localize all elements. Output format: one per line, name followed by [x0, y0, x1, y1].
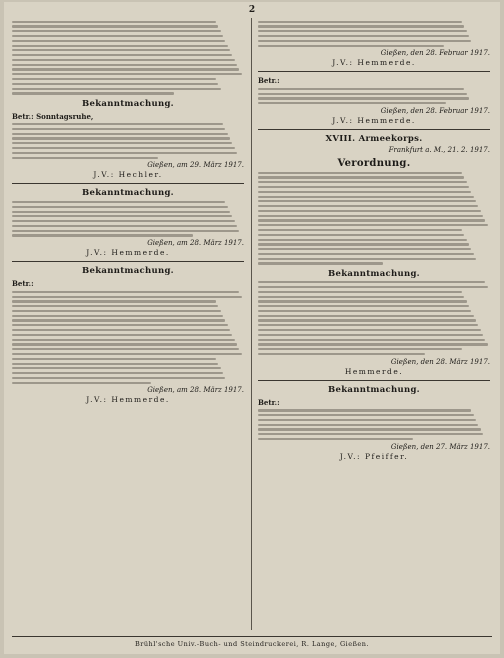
text-line: [12, 73, 242, 75]
text-line: [12, 128, 225, 130]
date-line: Gießen, den 28. Februar 1917.: [380, 49, 490, 58]
text-line: [258, 102, 446, 104]
section-heading: Verordnung.: [337, 158, 411, 169]
right-column: [258, 18, 490, 630]
text-block-unreadable: [12, 21, 244, 95]
text-line: [12, 377, 225, 379]
text-line: [258, 262, 383, 264]
date-line: Frankfurt a. M., 21. 2. 1917.: [388, 146, 490, 154]
text-line: [258, 315, 474, 317]
text-line: [12, 353, 242, 355]
text-line: [258, 234, 464, 236]
text-line: [12, 305, 218, 307]
text-line: [258, 296, 464, 298]
text-line: [12, 45, 228, 47]
text-line: [12, 123, 223, 125]
text-line: [12, 319, 225, 321]
text-line: [258, 40, 471, 42]
newspaper-page: [4, 2, 500, 654]
text-line: [258, 409, 471, 411]
left-column: [12, 18, 244, 630]
text-line: [12, 329, 230, 331]
text-block-unreadable: [12, 291, 244, 384]
text-line: [258, 205, 478, 207]
text-line: [258, 414, 474, 416]
text-block-unreadable: [258, 281, 490, 355]
section-heading: XVIII. Armeekorps.: [325, 134, 423, 144]
text-line: [12, 372, 223, 374]
text-line: [258, 253, 474, 255]
text-line: [12, 300, 216, 302]
subject-label: Betr.:: [258, 397, 280, 407]
signature: J.V.: Hemmerde.: [332, 116, 416, 125]
text-line: [258, 428, 481, 430]
text-line: [12, 142, 232, 144]
text-line: [12, 49, 230, 51]
text-line: [258, 191, 471, 193]
text-line: [258, 258, 476, 260]
text-line: [258, 348, 462, 350]
text-line: [258, 181, 467, 183]
text-line: [258, 35, 469, 37]
text-line: [258, 219, 485, 221]
text-line: [12, 211, 230, 213]
text-line: [12, 68, 239, 70]
text-line: [12, 59, 235, 61]
text-line: [258, 300, 467, 302]
text-line: [12, 343, 237, 345]
text-block-unreadable: [258, 88, 490, 105]
text-line: [258, 200, 476, 202]
text-line: [258, 329, 481, 331]
text-line: [12, 25, 218, 27]
text-block-unreadable: [258, 409, 490, 440]
text-block-unreadable: [12, 201, 244, 237]
signature: J.V.: Hemmerde.: [86, 248, 170, 258]
text-line: [258, 334, 483, 336]
signature: J.V.: Hechler.: [93, 170, 163, 180]
text-line: [12, 54, 232, 56]
printer-footer: Brühl'sche Univ.-Buch- und Steindruckerei, R. Lange, Gießen.: [12, 636, 492, 648]
section-heading: Bekanntmachung.: [328, 268, 420, 279]
section-heading: Bekanntmachung.: [328, 384, 420, 395]
section-heading: Bekanntmachung.: [82, 188, 174, 199]
text-line: [12, 339, 235, 341]
text-line: [12, 206, 228, 208]
text-line: [258, 305, 469, 307]
text-line: [258, 25, 464, 27]
date-line: Gießen, am 29. März 1917.: [147, 161, 244, 170]
text-line: [258, 291, 462, 293]
text-line: [258, 224, 488, 226]
text-line: [258, 93, 467, 95]
text-line: [258, 30, 467, 32]
text-line: [12, 234, 193, 236]
text-line: [258, 438, 413, 440]
text-line: [12, 215, 232, 217]
text-line: [12, 147, 235, 149]
text-line: [258, 310, 471, 312]
text-line: [258, 243, 469, 245]
date-line: Gießen, am 28. März 1917.: [147, 239, 244, 248]
text-line: [258, 319, 476, 321]
text-line: [258, 196, 474, 198]
date-line: Gießen, den 28. März 1917.: [390, 357, 490, 366]
subject-label: Betr.:: [258, 76, 280, 86]
text-line: [258, 248, 471, 250]
text-line: [12, 225, 237, 227]
text-line: [12, 152, 237, 154]
text-line: [258, 172, 462, 174]
section-divider: [258, 380, 490, 381]
text-line: [12, 157, 158, 159]
text-line: [12, 324, 228, 326]
text-line: [12, 363, 218, 365]
date-line: Gießen, den 27. März 1917.: [390, 442, 490, 451]
text-line: [12, 230, 239, 232]
text-line: [258, 21, 462, 23]
text-line: [258, 186, 469, 188]
page-number: 2: [248, 5, 256, 15]
text-line: [12, 133, 228, 135]
text-block-unreadable: [258, 172, 490, 265]
signature: Hemmerde.: [344, 366, 404, 376]
text-line: [12, 367, 221, 369]
text-line: [258, 176, 464, 178]
date-line: Gießen, den 28. Februar 1917.: [380, 107, 490, 115]
text-line: [258, 339, 485, 341]
signature: J.V.: Hemmerde.: [86, 395, 170, 405]
text-line: [12, 334, 232, 336]
text-line: [12, 35, 223, 37]
section-divider: [258, 71, 490, 72]
text-line: [12, 40, 225, 42]
text-line: [258, 229, 462, 231]
section-heading: Bekanntmachung.: [82, 266, 174, 277]
text-line: [258, 97, 469, 99]
text-line: [12, 92, 174, 94]
section-divider: [12, 183, 244, 184]
subject-label: Betr.: Sonntagsruhe,: [12, 111, 94, 121]
subject-label: Betr.:: [12, 279, 34, 289]
text-block-unreadable: [258, 21, 490, 47]
text-line: [258, 286, 488, 288]
text-line: [258, 215, 483, 217]
text-line: [258, 45, 444, 47]
text-line: [258, 281, 485, 283]
section-divider: [12, 261, 244, 262]
text-line: [12, 88, 221, 90]
text-line: [12, 310, 221, 312]
text-line: [12, 78, 216, 80]
signature: J.V.: Pfeiffer.: [339, 451, 409, 461]
text-line: [258, 433, 483, 435]
text-line: [12, 358, 216, 360]
text-line: [258, 210, 481, 212]
text-line: [258, 324, 478, 326]
section-divider: [258, 129, 490, 130]
text-block-unreadable: [12, 123, 244, 159]
text-line: [12, 64, 237, 66]
text-line: [12, 382, 151, 384]
text-line: [12, 315, 223, 317]
text-line: [12, 83, 218, 85]
text-line: [12, 348, 239, 350]
text-line: [258, 419, 476, 421]
date-line: Gießen, am 28. März 1917.: [147, 386, 244, 395]
text-line: [12, 201, 225, 203]
text-line: [258, 424, 478, 426]
text-line: [12, 291, 239, 293]
text-line: [258, 343, 488, 345]
signature: J.V.: Hemmerde.: [332, 58, 416, 68]
text-line: [12, 220, 235, 222]
text-line: [12, 296, 242, 298]
section-heading: Bekanntmachung.: [82, 98, 174, 109]
text-line: [258, 88, 464, 90]
text-line: [12, 137, 230, 139]
text-line: [12, 21, 216, 23]
text-line: [258, 239, 467, 241]
column-divider: [251, 18, 252, 630]
text-line: [258, 353, 425, 355]
text-line: [12, 30, 221, 32]
